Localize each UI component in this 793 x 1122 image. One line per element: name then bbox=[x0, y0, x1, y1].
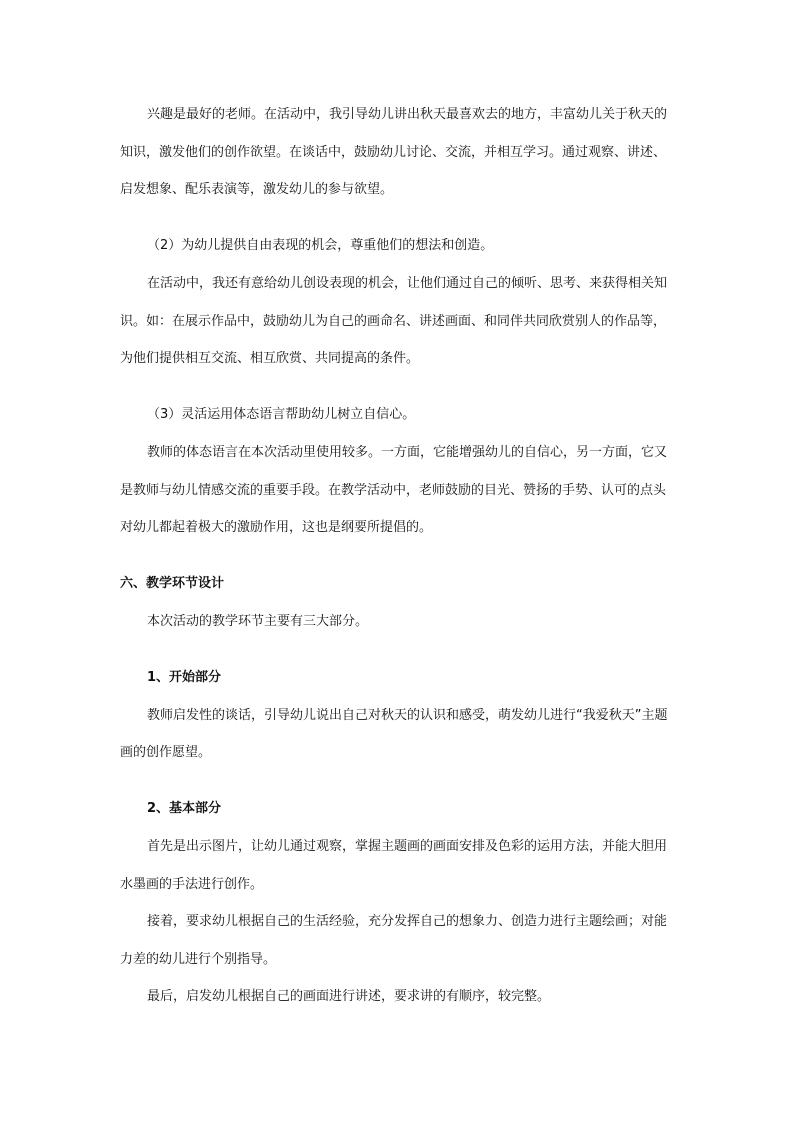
section-6-heading: 六、教学环节设计 bbox=[120, 576, 225, 591]
part-2-line-1: 首先是出示图片，让幼儿通过观察，掌握主题画的画面安排及色彩的运用方法，并能大胆用 bbox=[147, 839, 668, 854]
paragraph-2-line-2: 识。如：在展示作品中，鼓励幼儿为自己的画命名、讲述画面、和同伴共同欣赏别人的作品等， bbox=[120, 314, 667, 329]
paragraph-1-line-1: 兴趣是最好的老师。在活动中，我引导幼儿讲出秋天最喜欢去的地方，丰富幼儿关于秋天的 bbox=[147, 107, 668, 122]
part-2-line-4: 力差的幼儿进行个别指导。 bbox=[120, 952, 277, 967]
part-2-heading: 2、基本部分 bbox=[147, 801, 222, 816]
paragraph-3-line-1: 教师的体态语言在本次活动里使用较多。一方面，它能增强幼儿的自信心，另一方面，它又 bbox=[147, 445, 668, 460]
part-1-line-2: 画的创作愿望。 bbox=[120, 745, 212, 760]
part-1-line-1: 教师启发性的谈话，引导幼儿说出自己对秋天的认识和感受，萌发幼儿进行“我爱秋天”主题 bbox=[147, 708, 668, 723]
section-6-intro: 本次活动的教学环节主要有三大部分。 bbox=[147, 614, 369, 629]
part-2-line-3: 接着，要求幼儿根据自己的生活经验，充分发挥自己的想象力、创造力进行主题绘画；对能 bbox=[147, 914, 668, 929]
part-2-line-5: 最后，启发幼儿根据自己的画面进行讲述，要求讲的有顺序，较完整。 bbox=[147, 989, 551, 1004]
paragraph-2-line-3: 为他们提供相互交流、相互欣赏、共同提高的条件。 bbox=[120, 351, 420, 366]
item-2-heading: （2）为幼儿提供自由表现的机会，尊重他们的想法和创造。 bbox=[147, 238, 494, 253]
paragraph-1-line-3: 启发想象、配乐表演等，激发幼儿的参与欲望。 bbox=[120, 182, 394, 197]
part-1-heading: 1、开始部分 bbox=[147, 670, 222, 685]
paragraph-1-line-2: 知识，激发他们的创作欲望。在谈话中，鼓励幼儿讨论、交流，并相互学习。通过观察、讲述、 bbox=[120, 145, 667, 160]
paragraph-3-line-2: 是教师与幼儿情感交流的重要手段。在教学活动中，老师鼓励的目光、赞扬的手势、认可的点头 bbox=[120, 483, 667, 498]
paragraph-2-line-1: 在活动中，我还有意给幼儿创设表现的机会，让他们通过自己的倾听、思考、来获得相关知 bbox=[147, 276, 668, 291]
paragraph-3-line-3: 对幼儿都起着极大的激励作用，这也是纲要所提倡的。 bbox=[120, 520, 433, 535]
part-2-line-2: 水墨画的手法进行创作。 bbox=[120, 877, 264, 892]
item-3-heading: （3）灵活运用体态语言帮助幼儿树立自信心。 bbox=[147, 407, 416, 422]
